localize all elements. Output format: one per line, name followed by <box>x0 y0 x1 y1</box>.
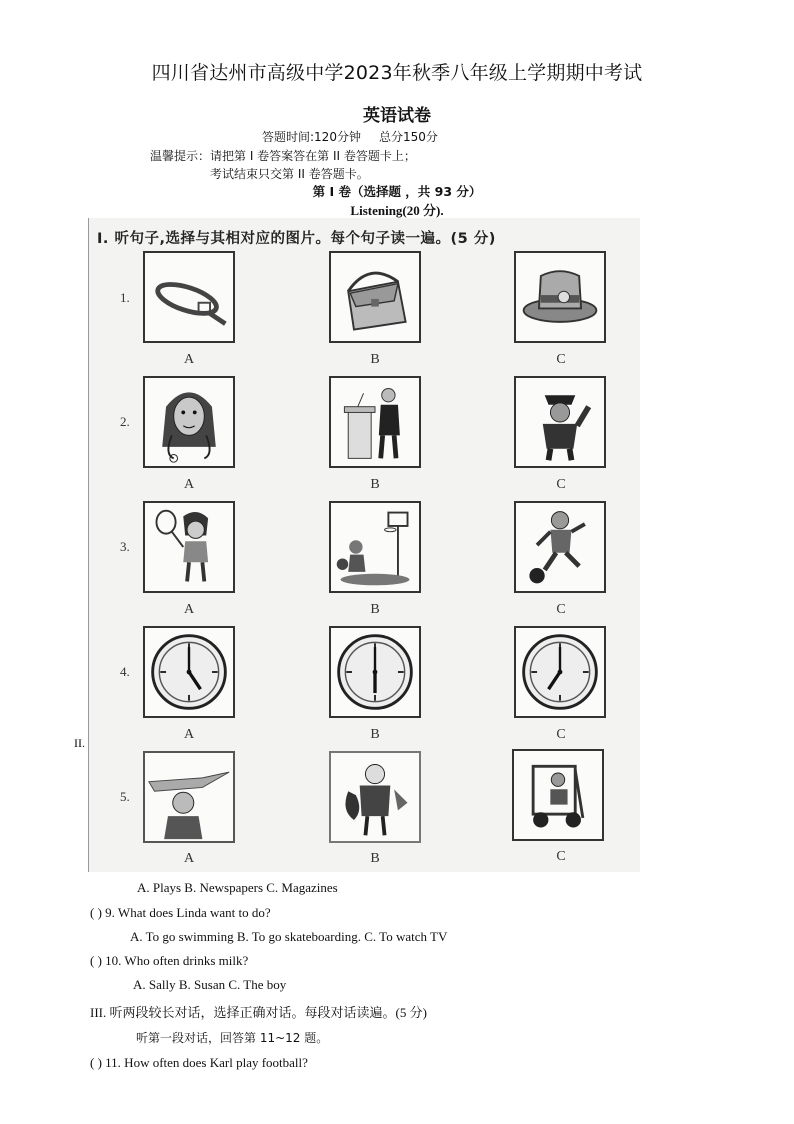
option-label: A <box>183 477 195 492</box>
section3-heading: III. 听两段较长对话，选择正确对话。每段对话读遍。(5 分) <box>90 1005 427 1020</box>
tip-line-1: 温馨提示：请把第 I 卷答案答在第 II 卷答题卡上； <box>150 149 416 163</box>
question-number: 2. <box>120 414 130 429</box>
tennis-girl-picture <box>143 501 235 593</box>
exam-subtitle: 英语试卷 <box>363 106 431 126</box>
hat-picture <box>514 251 606 343</box>
section1-heading: Ⅰ. 听句子,选择与其相对应的图片。每个句子读一遍。(5 分) <box>97 231 496 247</box>
option-label: A <box>183 352 195 367</box>
dialogue1-instruction: 听第一段对话，回答第 11~12 题。 <box>136 1031 329 1045</box>
option-label: C <box>556 477 566 492</box>
scanned-question-image <box>88 218 640 872</box>
q10-question: ( ) 10. Who often drinks milk? <box>90 953 249 968</box>
belt-picture <box>143 251 235 343</box>
pilot-picture <box>143 751 235 843</box>
policeman-picture <box>514 376 606 468</box>
q11-question: ( ) 11. How often does Karl play football? <box>90 1055 308 1070</box>
option-label: B <box>370 602 380 617</box>
q9-options: A. To go swimming B. To go skateboarding. C. To watch TV <box>130 929 448 944</box>
option-label: B <box>370 352 380 367</box>
option-label: A <box>183 727 195 742</box>
question-number: 1. <box>120 290 130 305</box>
option-label: A <box>183 602 195 617</box>
exam-title: 四川省达州市高级中学2023年秋季八年级上学期期中考试 <box>151 62 643 84</box>
q8-options: A. Plays B. Newspapers C. Magazines <box>137 880 338 895</box>
exam-meta <box>262 128 438 145</box>
clock-picture <box>514 626 606 718</box>
option-label: C <box>556 849 566 864</box>
basketball-boy-picture <box>329 501 421 593</box>
option-label: B <box>370 727 380 742</box>
option-label: C <box>556 602 566 617</box>
football-boy-picture <box>514 501 606 593</box>
question-number: 5. <box>120 789 130 804</box>
score-label: 总分150分 <box>378 130 438 144</box>
section2-marker: II. <box>74 736 85 750</box>
clock-picture <box>329 626 421 718</box>
driver-picture <box>512 749 604 841</box>
q9-question: ( ) 9. What does Linda want to do? <box>90 905 271 920</box>
musician-picture <box>329 751 421 843</box>
option-label: B <box>370 851 380 866</box>
question-number: 3. <box>120 539 130 554</box>
part1-label: 第 I 卷（选择题 ，共 93 分） <box>312 184 482 199</box>
question-number: 4. <box>120 664 130 679</box>
tip-line-2: 考试结束只交第 II 卷答题卡。 <box>210 167 369 181</box>
bag-picture <box>329 251 421 343</box>
option-label: B <box>370 477 380 492</box>
speaker-picture <box>329 376 421 468</box>
option-label: C <box>556 727 566 742</box>
q10-options: A. Sally B. Susan C. The boy <box>133 977 287 992</box>
listening-label: Listening(20 分). <box>350 203 444 218</box>
option-label: C <box>556 352 566 367</box>
option-label: A <box>183 851 195 866</box>
clock-picture <box>143 626 235 718</box>
doctor-picture <box>143 376 235 468</box>
time-label: 答题时间:120分钟 <box>262 130 361 144</box>
